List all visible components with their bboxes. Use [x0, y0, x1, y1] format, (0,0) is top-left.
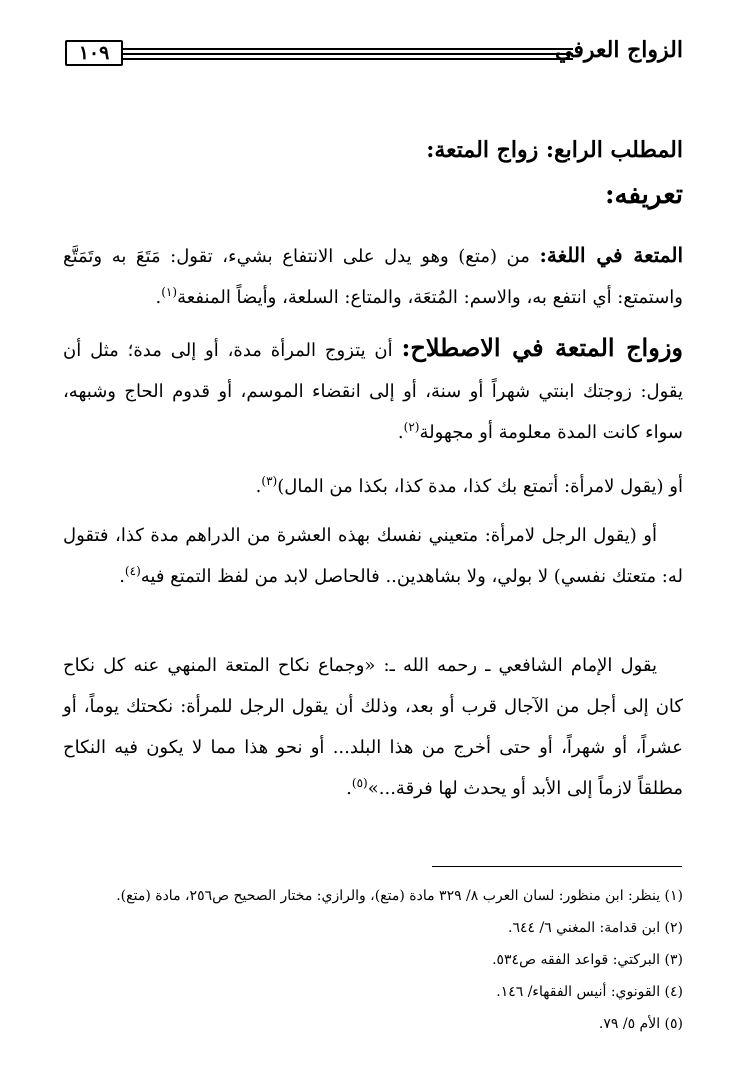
period: . — [155, 287, 162, 308]
footnote-3: (٣) البركتي: قواعد الفقه ص٥٣٤. — [492, 952, 683, 968]
footnote-2: (٢) ابن قدامة: المغني ٦/ ٦٤٤. — [508, 920, 683, 936]
paragraph-linguistic-definition — [63, 235, 683, 318]
paragraph-text: أو (يقول الرجل لامرأة: متعيني نفسك بهذه العشرة من الدراهم مدة كذا، فتقول له: متعتك نفسي) لا بولي، ولا بشاهدين.. فالحاصل لابد من لفظ التمتع فيه — [63, 525, 683, 587]
paragraph-text: يقول الإمام الشافعي ـ رحمه الله ـ: «وجماع نكاح المتعة المنهي عنه كل نكاح كان إلى أجل من الآجال قرب أو بعد، وذلك أن يقول الرجل للمرأة: نكحتك يوماً، أو عشراً، أو شهراً، أو حتى أخرج من هذا البلد... أو نحو هذا مما لا يكون فيه النكاح مطلقاً لازماً إلى الأبد أو يحدث لها فرقة...» — [63, 655, 683, 799]
paragraph-technical-definition — [63, 327, 683, 453]
paragraph-lead: وزواج المتعة في الاصطلاح: — [401, 333, 683, 362]
footnote-ref-3[interactable]: (٣) — [261, 474, 278, 488]
footnote-ref-4[interactable]: (٤) — [124, 564, 141, 578]
period: . — [255, 476, 262, 497]
paragraph-lead: المتعة في اللغة: — [539, 243, 683, 267]
footnote-ref-5[interactable]: (٥) — [351, 776, 368, 790]
definition-heading: تعريفه: — [604, 180, 683, 210]
period: . — [397, 422, 404, 443]
footnote-ref-1[interactable]: (١) — [161, 285, 178, 299]
footnote-1: (١) ينظر: ابن منظور: لسان العرب ٨/ ٣٢٩ مادة (متع)، والرازي: مختار الصحيح ص٢٥٦، مادة (متع). — [116, 888, 683, 904]
paragraph-form-two — [63, 515, 683, 597]
period: . — [119, 566, 125, 587]
paragraph-text: أو (يقول لامرأة: أتمتع بك كذا، مدة كذا، بكذا من المال) — [277, 476, 683, 497]
footnote-ref-2[interactable]: (٢) — [403, 420, 420, 434]
header-rule-top — [121, 48, 573, 50]
section-title: المطلب الرابع: زواج المتعة: — [426, 137, 683, 163]
footnote-4: (٤) القونوي: أنيس الفقهاء/ ١٤٦. — [496, 984, 683, 1000]
footnote-5: (٥) الأم ٥/ ٧٩. — [598, 1016, 683, 1032]
page-header — [65, 36, 683, 76]
paragraph-shafii-quote — [63, 645, 683, 809]
paragraph-text: من (متع) وهو يدل على الانتفاع بشيء، تقول: مَتَعَ به وتَمَتَّع واستمتع: أي انتفع به، والاسم: المُتعَة، والمتاع: السلعة، وأيضاً المنفعة — [63, 246, 683, 308]
paragraph-form-one — [63, 466, 683, 507]
book-title: الزواج العرفي — [555, 37, 683, 63]
paragraph-text: أن يتزوج المرأة مدة، أو إلى مدة؛ مثل أن يقول: زوجتك ابنتي شهراً أو سنة، أو إلى انقضاء الموسم، أو قدوم الحاج وشبهه، سواء كانت المدة معلومة أو مجهولة — [63, 340, 683, 443]
footnote-separator — [432, 866, 682, 867]
header-rule-bottom — [121, 58, 573, 60]
page-number: ١٠٩ — [65, 40, 123, 66]
period: . — [346, 778, 352, 799]
header-rule-middle — [121, 53, 573, 55]
footnotes — [63, 880, 683, 1040]
